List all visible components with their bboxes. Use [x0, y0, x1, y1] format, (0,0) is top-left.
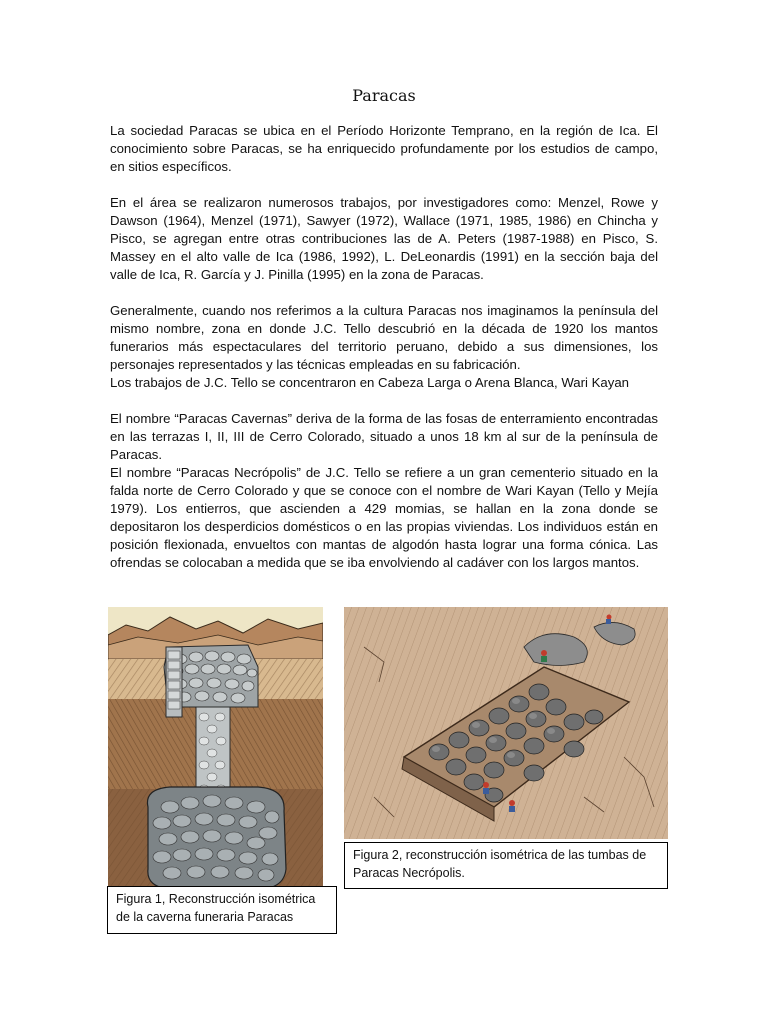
document-body — [110, 122, 658, 572]
figure-1-caption: Figura 1, Reconstrucción isométrica de la caverna funeraria Paracas — [107, 886, 337, 934]
paragraph-6: El nombre “Paracas Necrópolis” de J.C. Tello se refiere a un gran cementerio situado en la falda norte de Cerro Colorado y que se conoce con el nombre de Wari Kayan (Tello y Mejía 1979). Los entierros, que ascienden a 429 momias, se hallan en la zona donde se depositaron los desperdicios domésticos o en las propias viviendas. Los individuos están en posición flexionada, envueltos con mantas de algodón hasta lograr una forma cónica. Las ofrendas se colocaban a medida que se iba envolviendo al cadáver con los largos mantos. — [110, 465, 658, 570]
paragraph-5: El nombre “Paracas Cavernas” deriva de la forma de las fosas de enterramiento encontradas en las terrazas I, II, III de Cerro Colorado, situado a unos 18 km al sur de la península de Paracas. — [110, 411, 658, 462]
figure-2-caption: Figura 2, reconstrucción isométrica de las tumbas de Paracas Necrópolis. — [344, 842, 668, 889]
paragraph-1: La sociedad Paracas se ubica en el Período Horizonte Temprano, en la región de Ica. El conocimiento sobre Paracas, se ha enriquecido profundamente por los estudios de campo, en sitios específicos. — [110, 123, 658, 174]
page-title: Paracas — [352, 86, 416, 105]
paragraph-3: Generalmente, cuando nos referimos a la cultura Paracas nos imaginamos la península del mismo nombre, zona en donde J.C. Tello descubrió en la década de 1920 los mantos funerarios más espectaculares del territorio peruano, debido a sus dimensiones, los personajes representados y las técnicas empleadas en su fabricación. — [110, 303, 658, 372]
figure-2-necropolis-illustration — [344, 607, 668, 839]
figure-1-cavern-illustration — [108, 607, 323, 889]
paragraph-4: Los trabajos de J.C. Tello se concentraron en Cabeza Larga o Arena Blanca, Wari Kayan — [110, 375, 630, 390]
paragraph-2: En el área se realizaron numerosos trabajos, por investigadores como: Menzel, Rowe y Dawson (1964), Menzel (1971), Sawyer (1972), Wallace (1971, 1985, 1986) en Chincha y Pisco, se agregan entre otras contribuciones las de A. Peters (1987-1988) en Pisco, S. Massey en el alto valle de Ica (1986, 1992), L. DeLeonardis (1991) en la sección baja del valle de Ica, R. García y J. Pinilla (1995) en la zona de Paracas. — [110, 195, 658, 282]
